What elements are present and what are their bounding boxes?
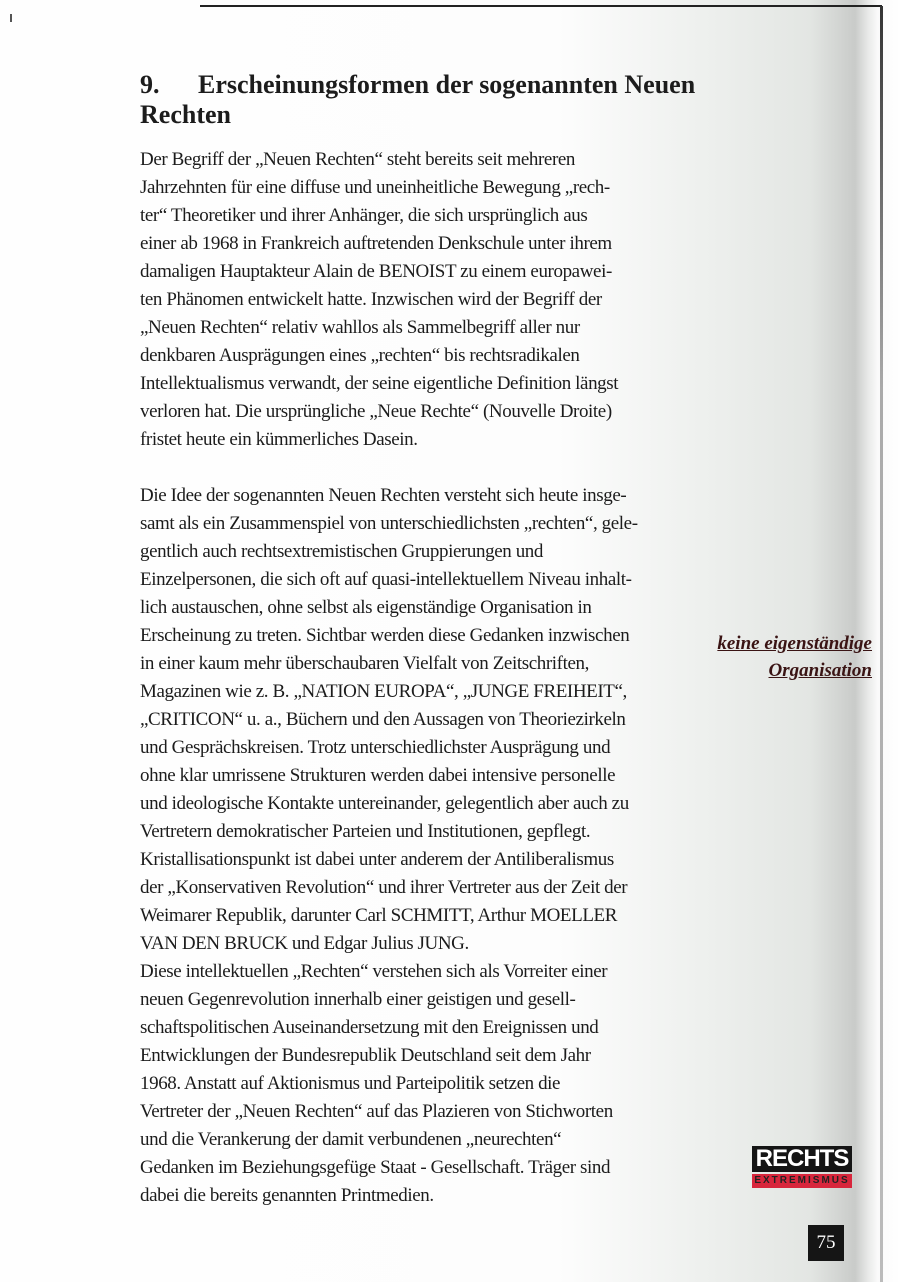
text-line: Weimarer Republik, darunter Carl SCHMITT, Arthur MOELLER bbox=[140, 905, 617, 926]
text-line: VAN DEN BRUCK und Edgar Julius JUNG. bbox=[140, 933, 469, 954]
text-line: Jahrzehnten für eine diffuse und uneinheitliche Bewegung „rech- bbox=[140, 177, 610, 198]
logo-bottom-text: EXTREMISMUS bbox=[752, 1174, 852, 1188]
text-line: ter“ Theoretiker und ihrer Anhänger, die sich ursprünglich aus bbox=[140, 205, 588, 226]
text-line: „CRITICON“ u. a., Büchern und den Aussagen von Theoriezirkeln bbox=[140, 709, 626, 730]
text-line: Vertretern demokratischer Parteien und Institutionen, gepflegt. bbox=[140, 821, 591, 842]
text-line: ohne klar umrissene Strukturen werden dabei intensive personelle bbox=[140, 765, 616, 786]
paragraph-1 bbox=[140, 146, 640, 454]
text-line: samt als ein Zusammenspiel von unterschiedlichsten „rechten“, gele- bbox=[140, 513, 638, 534]
section-number: 9. bbox=[140, 70, 160, 99]
text-line: „Neuen Rechten“ relativ wahllos als Sammelbegriff aller nur bbox=[140, 317, 580, 338]
page-top-edge bbox=[200, 5, 882, 7]
text-line: und ideologische Kontakte untereinander, gelegentlich aber auch zu bbox=[140, 793, 629, 814]
paragraph-3 bbox=[140, 958, 640, 1210]
text-line: damaligen Hauptakteur Alain de BENOIST zu einem europawei- bbox=[140, 261, 612, 282]
text-line: Einzelpersonen, die sich oft auf quasi-intellektuellem Niveau inhalt- bbox=[140, 569, 632, 590]
scan-mark bbox=[10, 14, 12, 22]
section-heading-line bbox=[140, 70, 695, 100]
section-title-line2: Rechten bbox=[140, 100, 231, 129]
text-line: Der Begriff der „Neuen Rechten“ steht bereits seit mehreren bbox=[140, 149, 576, 170]
text-line: fristet heute ein kümmerliches Dasein. bbox=[140, 429, 418, 450]
section-heading bbox=[140, 70, 695, 130]
text-line: einer ab 1968 in Frankreich auftretenden Denkschule unter ihrem bbox=[140, 233, 612, 254]
logo-top-text: RECHTS bbox=[752, 1146, 852, 1172]
text-line: Kristallisationspunkt ist dabei unter anderem der Antiliberalismus bbox=[140, 849, 614, 870]
text-line: Magazinen wie z. B. „NATION EUROPA“, „JUNGE FREIHEIT“, bbox=[140, 681, 627, 702]
text-line: Gedanken im Beziehungsgefüge Staat - Gesellschaft. Träger sind bbox=[140, 1157, 611, 1178]
text-line: Intellektualismus verwandt, der seine eigentliche Definition längst bbox=[140, 373, 619, 394]
margin-note-line: keine eigenständige bbox=[717, 633, 872, 654]
text-line: Die Idee der sogenannten Neuen Rechten versteht sich heute insge- bbox=[140, 485, 627, 506]
text-line: und Gesprächskreisen. Trotz unterschiedlichster Ausprägung und bbox=[140, 737, 611, 758]
text-line: ten Phänomen entwickelt hatte. Inzwischen wird der Begriff der bbox=[140, 289, 602, 310]
text-line: Diese intellektuellen „Rechten“ verstehen sich als Vorreiter einer bbox=[140, 961, 608, 982]
text-line: neuen Gegenrevolution innerhalb einer geistigen und gesell- bbox=[140, 989, 576, 1010]
text-line: denkbaren Ausprägungen eines „rechten“ bis rechtsradikalen bbox=[140, 345, 580, 366]
text-line: Erscheinung zu treten. Sichtbar werden diese Gedanken inzwischen bbox=[140, 625, 630, 646]
text-line: 1968. Anstatt auf Aktionismus und Parteipolitik setzen die bbox=[140, 1073, 561, 1094]
text-line: gentlich auch rechtsextremistischen Gruppierungen und bbox=[140, 541, 543, 562]
text-line: Entwicklungen der Bundesrepublik Deutschland seit dem Jahr bbox=[140, 1045, 591, 1066]
text-line: schaftspolitischen Auseinandersetzung mit den Ereignissen und bbox=[140, 1017, 599, 1038]
margin-note bbox=[650, 630, 872, 684]
page-number: 75 bbox=[808, 1225, 844, 1261]
text-line: verloren hat. Die ursprüngliche „Neue Rechte“ (Nouvelle Droite) bbox=[140, 401, 612, 422]
section-title: Erscheinungsformen der sogenannten Neuen bbox=[198, 70, 696, 99]
paragraph-2 bbox=[140, 482, 640, 958]
text-line: lich austauschen, ohne selbst als eigenständige Organisation in bbox=[140, 597, 592, 618]
text-line: dabei die bereits genannten Printmedien. bbox=[140, 1185, 434, 1206]
text-line: Vertreter der „Neuen Rechten“ auf das Plazieren von Stichworten bbox=[140, 1101, 613, 1122]
text-line: in einer kaum mehr überschaubaren Vielfalt von Zeitschriften, bbox=[140, 653, 589, 674]
text-line: der „Konservativen Revolution“ und ihrer Vertreter aus der Zeit der bbox=[140, 877, 628, 898]
margin-note-line: Organisation bbox=[768, 660, 872, 681]
rechtsextremismus-logo bbox=[752, 1146, 852, 1188]
page-right-edge bbox=[880, 6, 883, 1282]
text-line: und die Verankerung der damit verbundenen „neurechten“ bbox=[140, 1129, 562, 1150]
